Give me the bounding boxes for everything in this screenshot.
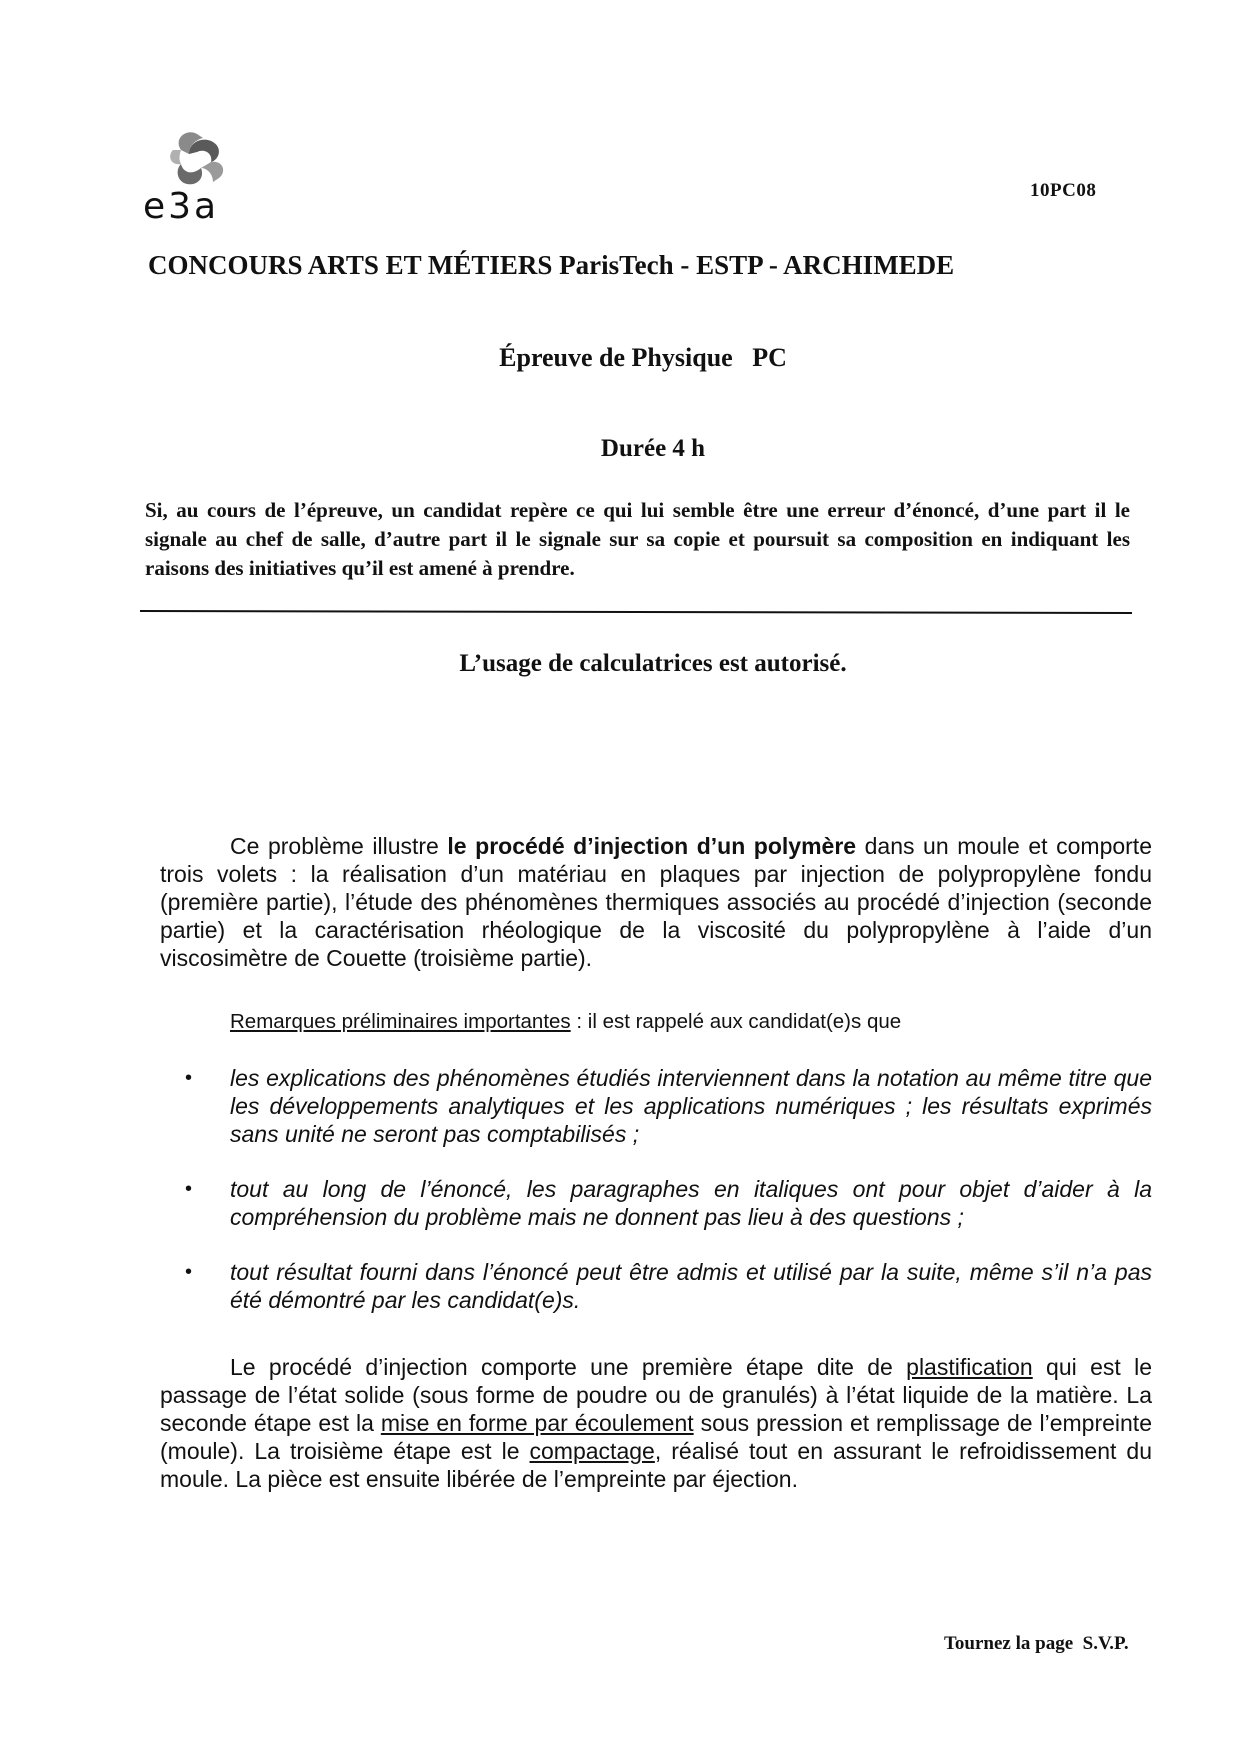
process-paragraph [160, 1353, 1152, 1493]
process-text: qui est le passage de l’état solide (sous forme de poudre ou de granulés) à l’état liquide de la matière. La seconde étape est la [160, 1354, 1152, 1436]
process-text: Le procédé d’injection comporte une première étape dite de [230, 1354, 907, 1380]
bullet-dot-icon: • [185, 1178, 193, 1200]
remark-text: tout au long de l’énoncé, les paragraphes en italiques ont pour objet d’aider à la compréhension du problème mais ne donnent pas lieu à des questions ; [230, 1176, 1152, 1230]
exam-duration: Durée 4 h [600, 435, 706, 462]
e3a-logo-text: e3a [143, 186, 220, 220]
intro-highlight: le procédé d’injection d’un polymère [447, 833, 857, 859]
remarks-heading-lead: : il est rappelé aux candidat(e)s que [570, 1010, 902, 1033]
exam-subject-text: Épreuve de Physique PC [499, 343, 787, 372]
exam-subject [0, 343, 1256, 373]
e3a-emblem-icon [143, 120, 263, 220]
process-text: , réalisé tout en assurant le refroidissement du moule. La pièce est ensuite libérée de l’empreinte par éjection. [160, 1438, 1153, 1492]
bullet-dot-icon: • [185, 1067, 193, 1089]
remark-text: les explications des phénomènes étudiés interviennent dans la notation au même titre que les développements analytiques et les applications numériques ; les résultats exprimés sans unité ne seront pas comptabilisés ; [230, 1065, 1152, 1147]
process-text: sous pression et remplissage de l’empreinte (moule). La troisième étape est le [160, 1410, 1152, 1464]
intro-text-end: dans un moule et comporte trois volets : la réalisation d’un matériau en plaques par injection de polypropylène fondu (première partie), l’étude des phénomènes thermiques associés au procédé d’injection (seconde partie) et la caractérisation rhéologique de la viscosité du polypropylène à l’aide d’un viscosimètre de Couette (troisième partie). [160, 833, 1152, 971]
process-term-compaction: compactage [529, 1438, 655, 1464]
separator-line [140, 610, 1132, 614]
exam-code: 10PC08 [1030, 180, 1097, 201]
remark-text: tout résultat fourni dans l’énoncé peut être admis et utilisé par la suite, même s’il n’a pas été démontré par les candidat(e)s. [230, 1259, 1152, 1313]
remarks-heading-title: Remarques préliminaires importantes [230, 1010, 571, 1033]
turn-page-note: Tournez la page S.V.P. [944, 1633, 1129, 1654]
process-term-shaping: mise en forme par écoulement [380, 1410, 694, 1436]
calculator-notice: L’usage de calculatrices est autorisé. [459, 650, 847, 677]
remark-bullet [185, 1258, 1152, 1314]
process-term-plastification: plastification [906, 1354, 1033, 1380]
e3a-logo [143, 120, 263, 220]
contest-title: CONCOURS ARTS ET MÉTIERS ParisTech - ESTP - ARCHIMEDE [148, 250, 955, 280]
remark-bullet [185, 1175, 1152, 1231]
intro-paragraph [160, 832, 1152, 972]
remarks-heading [230, 1010, 901, 1034]
warning-notice: Si, au cours de l’épreuve, un candidat repère ce qui lui semble être une erreur d’énoncé, d’une part il le signale au chef de salle, d’autre part il le signale sur sa copie et poursuit sa composition en indiquant les raisons des initiatives qu’il est amené à prendre. [145, 498, 1130, 580]
intro-text-start: Ce problème illustre [230, 833, 448, 859]
bullet-dot-icon: • [185, 1261, 193, 1283]
remark-bullet [185, 1064, 1152, 1148]
